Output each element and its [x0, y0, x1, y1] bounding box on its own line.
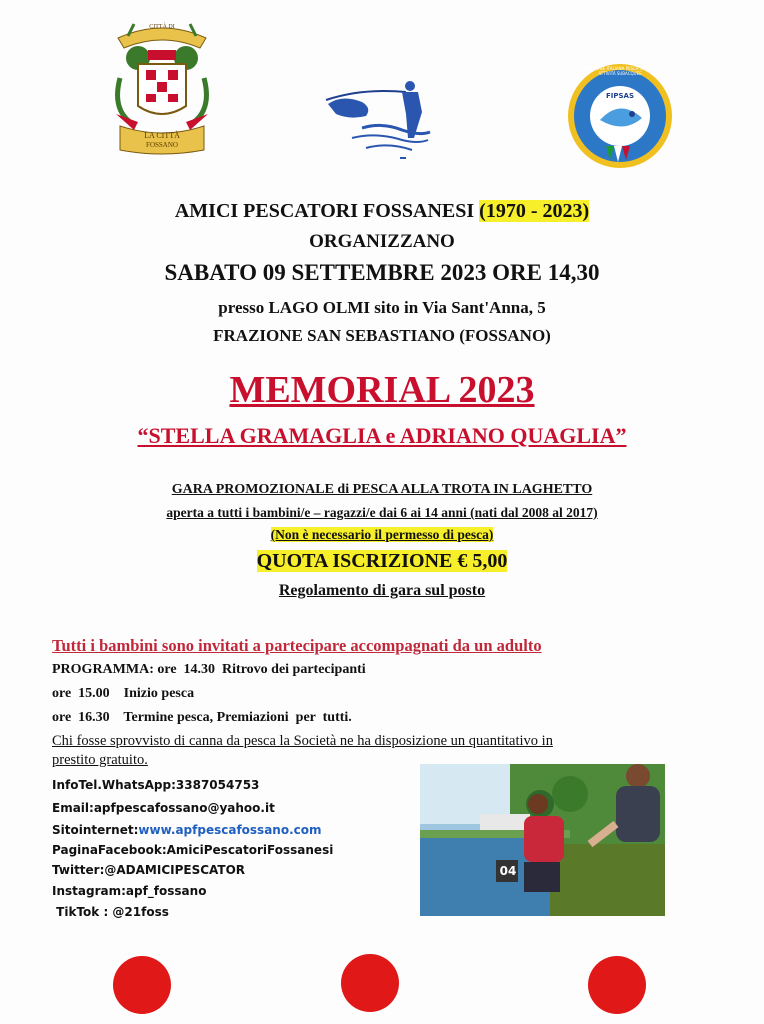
gara-title: GARA PROMOZIONALE di PESCA ALLA TROTA IN LAGHETTO — [171, 482, 593, 497]
memorial-title: MEMORIAL 2023 — [229, 369, 535, 411]
contact-website — [52, 823, 322, 837]
quota-text: QUOTA ISCRIZIONE € 5,00 — [256, 550, 508, 572]
fisherman-icon — [322, 78, 434, 164]
contact-whatsapp: InfoTel.WhatsApp:3387054753 — [52, 778, 260, 792]
fipsas-ring-text: FEDERAZIONE ITALIANA PESCA SPORTIVA E ATTIVITÀ SUBACQUEE — [576, 66, 664, 76]
website-link[interactable]: www.apfpescafossano.com — [138, 823, 322, 837]
contact-facebook: PaginaFacebook:AmiciPescatoriFossanesi — [52, 843, 334, 857]
programma-line-2: ore 15.00 Inizio pesca — [52, 686, 195, 701]
coat-of-arms-banner-line2: FOSSANO — [146, 141, 178, 149]
programma-note-line-2: prestito gratuito. — [52, 752, 148, 768]
fossano-coat-of-arms-logo — [108, 18, 216, 156]
fisherman-logo — [322, 78, 434, 164]
website-label: Sitointernet: — [52, 823, 139, 837]
decorative-red-dot-center — [341, 954, 399, 1012]
gara-eligibility: aperta a tutti i bambini/e – ragazzi/e dai 6 ai 14 anni (nati dal 2008 al 2017) — [166, 505, 598, 520]
organizer-years: (1970 - 2023) — [479, 200, 590, 222]
gara-permit-note — [0, 527, 764, 543]
organizzano-heading: ORGANIZZANO — [309, 231, 455, 252]
fishing-scene-image — [420, 764, 665, 916]
event-location-line: presso LAGO OLMI sito in Via Sant'Anna, 5 — [218, 298, 546, 317]
programma-line-3: ore 16.30 Termine pesca, Premiazioni per tutti. — [52, 710, 352, 725]
contact-tiktok: TikTok : @21foss — [52, 905, 169, 919]
memorial-subtitle: “STELLA GRAMAGLIA e ADRIANO QUAGLIA” — [137, 423, 627, 448]
invito-line: Tutti i bambini sono invitati a partecipare accompagnati da un adulto — [52, 636, 542, 655]
event-frazione-line: FRAZIONE SAN SEBASTIANO (FOSSANO) — [213, 326, 551, 345]
regolamento-line: Regolamento di gara sul posto — [278, 582, 486, 599]
permit-note-text: (Non è necessario il permesso di pesca) — [270, 527, 494, 542]
contact-instagram: Instagram:apf_fossano — [52, 884, 207, 898]
fipsas-emblem-icon — [566, 62, 674, 170]
coat-of-arms-banner-top: CITTÀ DI — [149, 24, 175, 30]
decorative-red-dot-right — [588, 956, 646, 1014]
photo-post-number: 04 — [499, 864, 517, 878]
decorative-red-dot-left — [113, 956, 171, 1014]
event-date-line: SABATO 09 SETTEMBRE 2023 ORE 14,30 — [164, 260, 600, 285]
programma-line-1: PROGRAMMA: ore 14.30 Ritrovo dei partecipanti — [52, 662, 366, 677]
programma-note-line-1: Chi fosse sprovvisto di canna da pesca la Società ne ha disposizione un quantitativo in — [52, 733, 553, 749]
quota-line — [0, 550, 764, 573]
contact-twitter: Twitter:@ADAMICIPESCATOR — [52, 863, 246, 877]
organizer-line — [0, 200, 764, 223]
fishing-photo — [420, 764, 665, 916]
fipsas-logo — [566, 62, 674, 170]
contact-email[interactable]: Email:apfpescafossano@yahoo.it — [52, 801, 275, 815]
organizer-name: AMICI PESCATORI FOSSANESI — [174, 200, 475, 222]
coat-of-arms-banner-line1: LA CITTÀ — [144, 131, 180, 140]
fipsas-center-text: FIPSAS — [605, 92, 635, 100]
